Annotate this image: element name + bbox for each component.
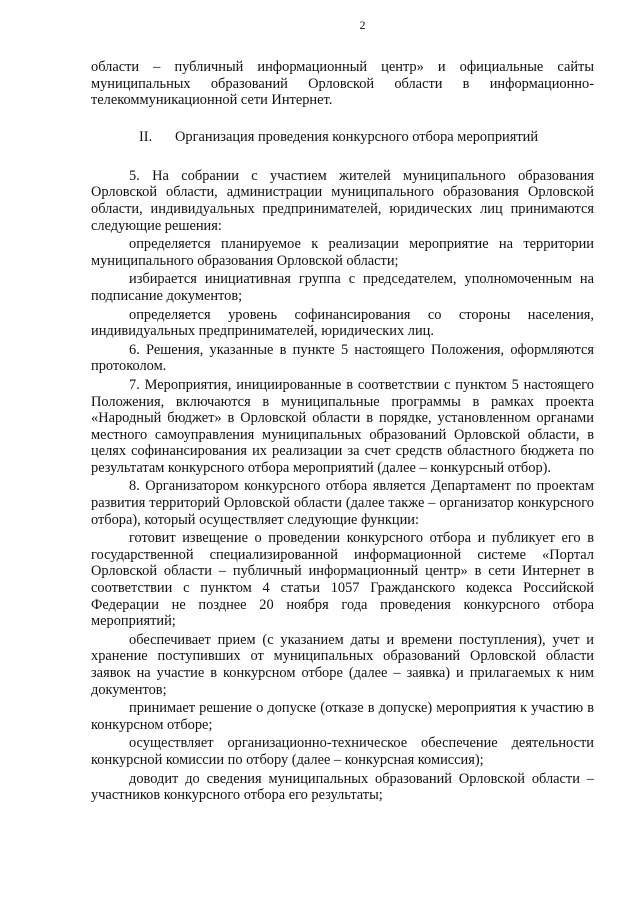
paragraph-5: 5. На собрании с участием жителей муниципального образования Орловской области, администрации муниципального образования Орловской области, индивидуальных предпринимателей, юридических лиц принимаются следующие решения: — [91, 167, 594, 234]
paragraph-8-item-3: принимает решение о допуске (отказе в допуске) мероприятия к участию в конкурсном отборе; — [91, 700, 594, 733]
section-title: Организация проведения конкурсного отбора мероприятий — [175, 128, 539, 145]
paragraph-6: 6. Решения, указанные в пункте 5 настоящего Положения, оформляются протоколом. — [91, 341, 594, 375]
paragraph-8-item-1: готовит извещение о проведении конкурсного отбора и публикует его в государственной специализированной информационной системе «Портал Орловской области – публичный информационный центр» в сети Интернет в соответствии с пунктом 4 статьи 1057 Гражданского кодекса Российской Федерации не позднее 20 ноября года проведения конкурсного отбора мероприятий; — [91, 530, 594, 630]
paragraph-8-item-2: обеспечивает прием (с указанием даты и времени поступления), учет и хранение поступивших от муниципальных образований Орловской области заявок на участие в конкурсном отборе (далее – заявка) и прилагаемых к ним документов; — [91, 631, 594, 698]
paragraph-8-item-5: доводит до сведения муниципальных образований Орловской области – участников конкурсного отбора его результаты; — [91, 770, 594, 804]
section-heading — [91, 129, 594, 146]
section-number: II. — [139, 128, 153, 145]
paragraph-5-item-3: определяется уровень софинансирования со стороны населения, индивидуальных предпринимателей, юридических лиц. — [91, 306, 594, 340]
page-number: 2 — [359, 18, 366, 32]
paragraph-8: 8. Организатором конкурсного отбора является Департамент по проектам развития территорий Орловской области (далее также – организатор конкурсного отбора), который осуществляет следующие функции: — [91, 478, 594, 528]
paragraph-7: 7. Мероприятия, инициированные в соответствии с пунктом 5 настоящего Положения, включаются в муниципальные программы в рамках проекта «Народный бюджет» в Орловской области в порядке, установленном органами местного самоуправления муниципальных образований Орловской области, в целях софинансирования их реализации за счет средств областного бюджета по результатам конкурсного отбора мероприятий (далее – конкурсный отбор). — [91, 376, 594, 476]
paragraph-8-item-4: осуществляет организационно-техническое обеспечение деятельности конкурсной комиссии по отбору (далее – конкурсная комиссия); — [91, 735, 594, 768]
paragraph-5-item-1: определяется планируемое к реализации мероприятие на территории муниципального образования Орловской области; — [91, 236, 594, 269]
continuation-paragraph: области – публичный информационный центр» и официальные сайты муниципальных образований Орловской области в информационно-телекоммуникационной сети Интернет. — [91, 59, 594, 109]
paragraph-5-item-2: избирается инициативная группа с председателем, уполномоченным на подписание документов; — [91, 271, 594, 304]
